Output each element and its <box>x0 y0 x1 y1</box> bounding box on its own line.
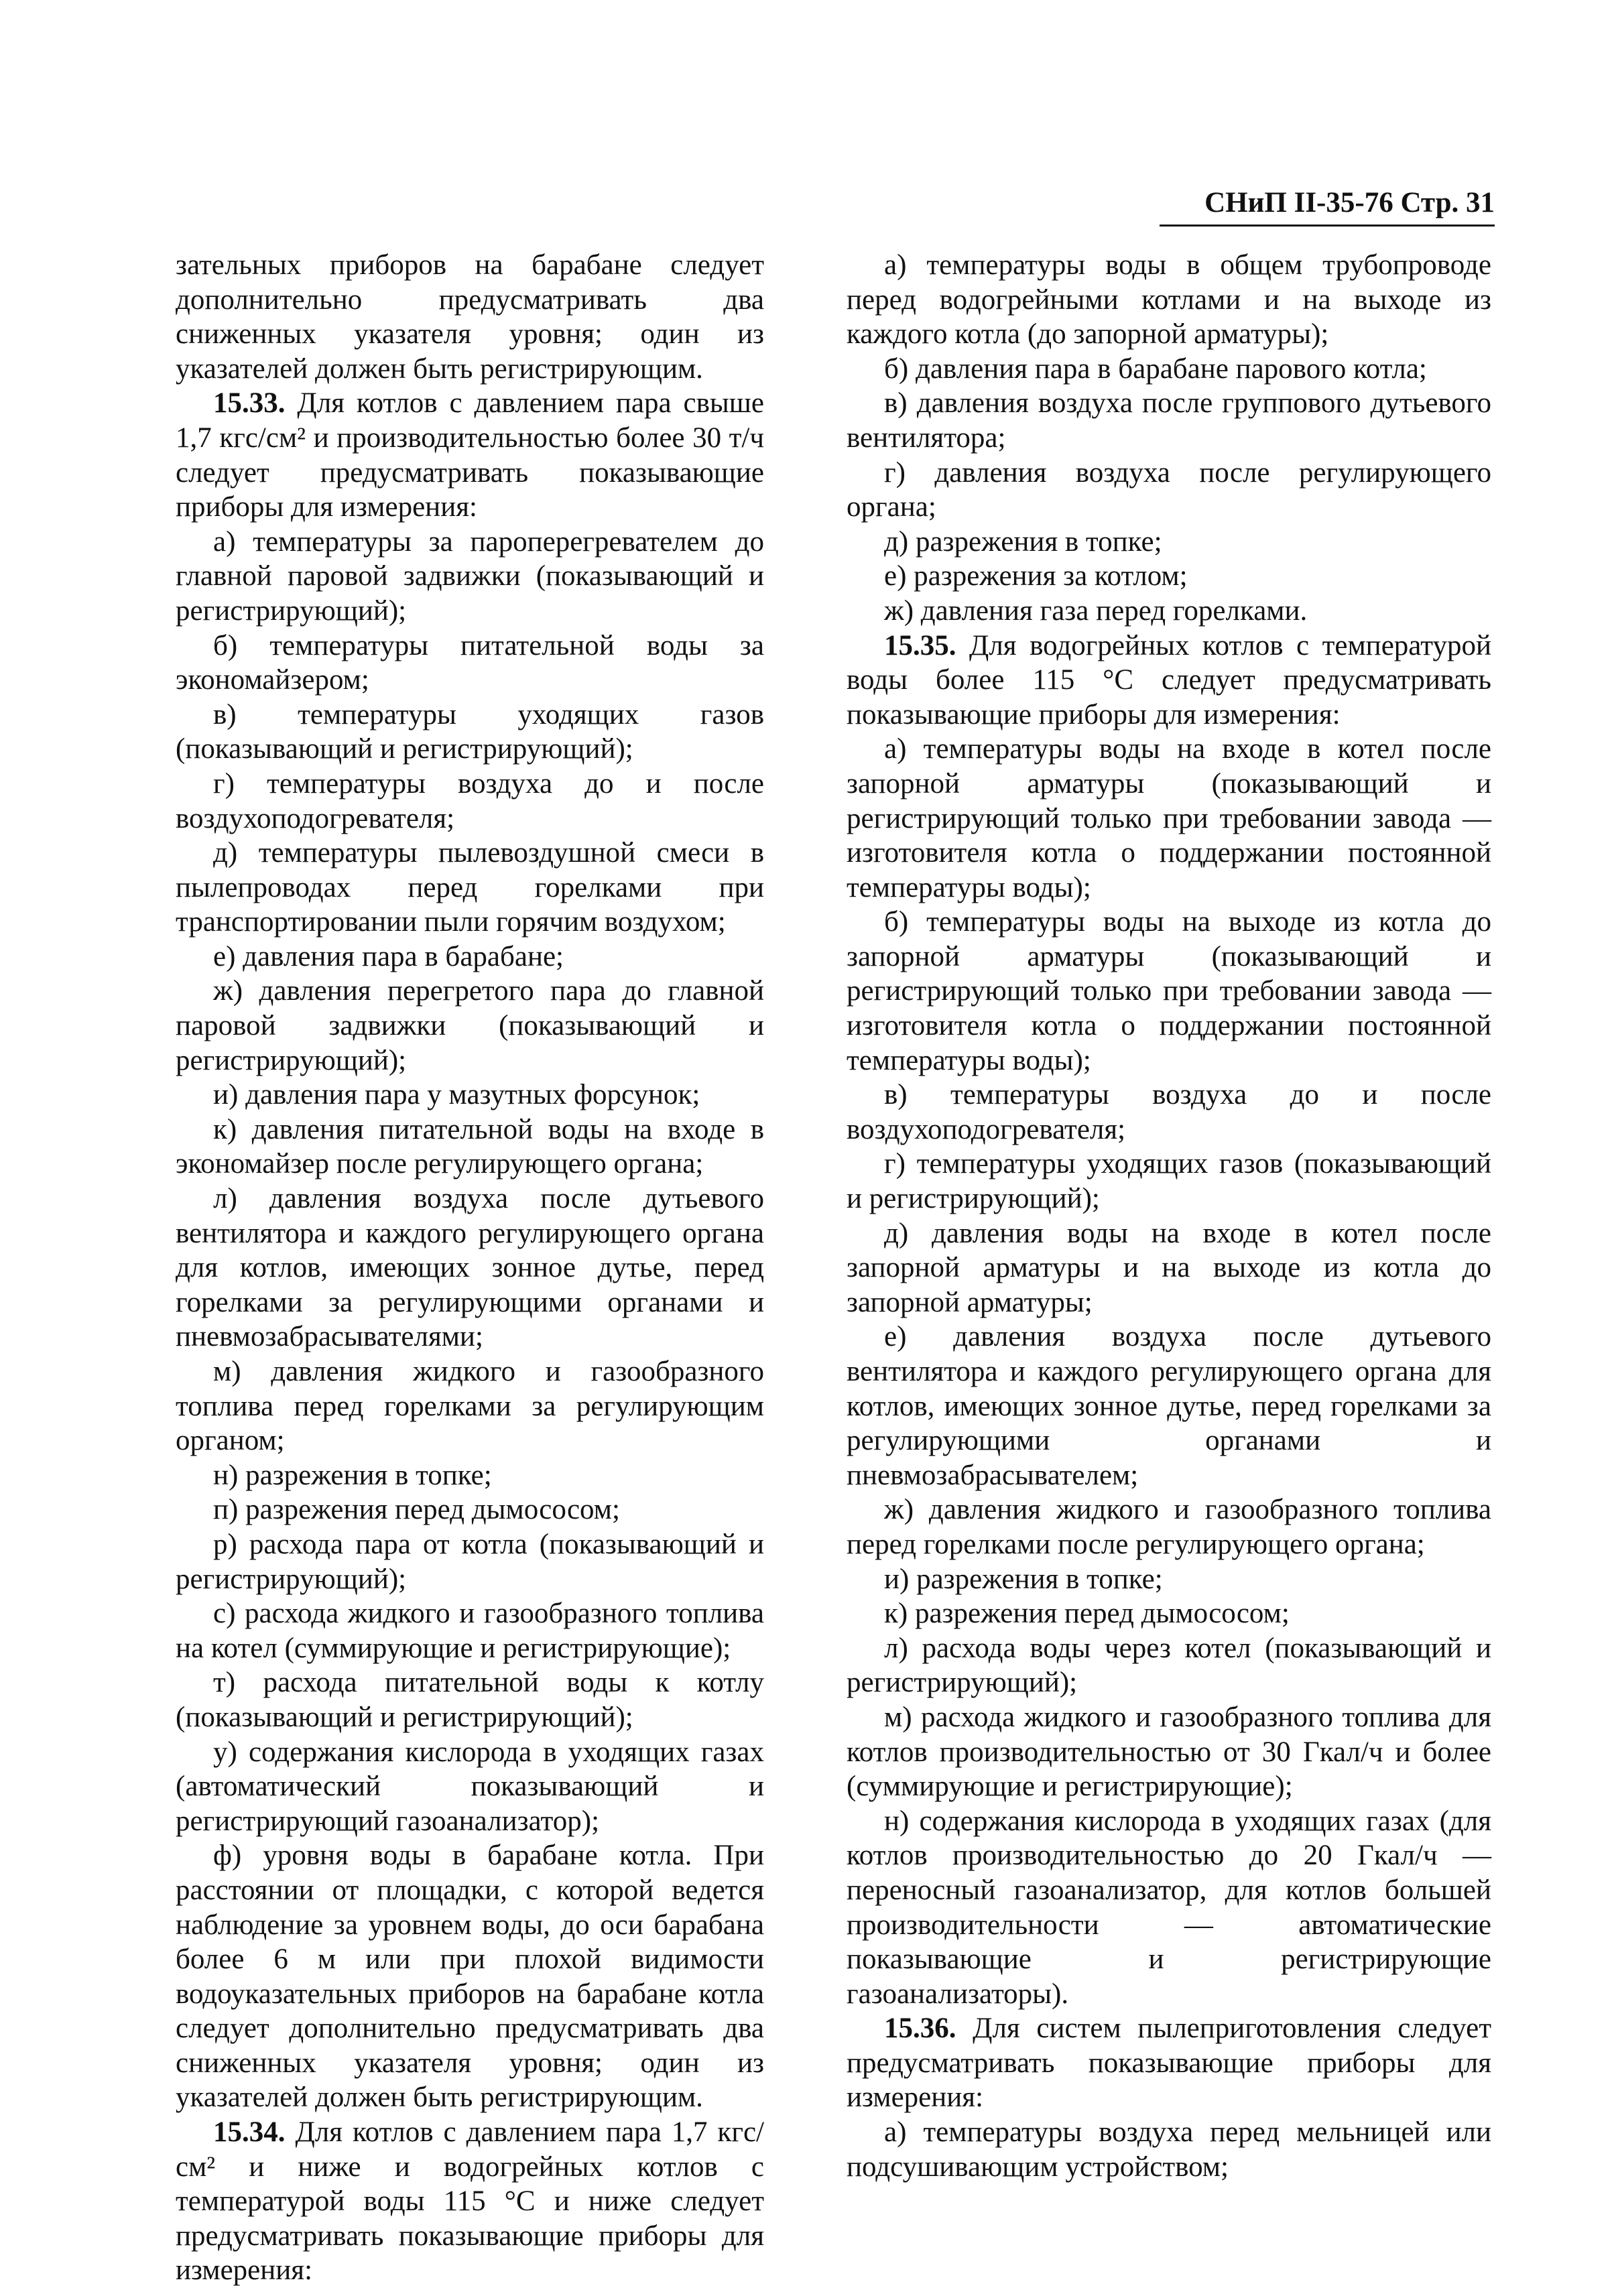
paragraph <box>847 525 1491 560</box>
paragraph <box>847 905 1491 1078</box>
paragraph-text: б) температуры воды на выходе из котла до запорной арматуры (показывающий и регистрирующий только при требовании завода —изготовителя котла о поддержании постоянной температуры воды); <box>847 906 1491 1076</box>
section-paragraph <box>847 629 1491 732</box>
paragraph-text: Для котлов с давлением пара свыше 1,7 кгс/см² и производительностью более 30 т/ч следует предусматривать показывающие приборы для измерения: <box>176 387 764 523</box>
paragraph-text: зательных приборов на барабане следует дополнительно предусматривать два сниженных указателя уровня; один из указателей должен быть регистрирующим. <box>176 249 764 385</box>
right-column <box>847 248 1491 2184</box>
paragraph <box>847 456 1491 525</box>
paragraph-text: ж) давления газа перед горелками. <box>884 594 1308 627</box>
paragraph <box>847 1596 1491 1631</box>
paragraph <box>847 2115 1491 2184</box>
paragraph-text: с) расхода жидкого и газообразного топлива на котел (суммирующие и регистрирующие); <box>176 1598 764 1664</box>
paragraph <box>176 974 764 1078</box>
paragraph <box>176 1665 764 1734</box>
paragraph-text: б) давления пара в барабане парового котла; <box>884 353 1427 385</box>
paragraph <box>847 1700 1491 1804</box>
paragraph-text: р) расхода пара от котла (показывающий и регистрирующий); <box>176 1528 764 1595</box>
paragraph <box>176 1182 764 1354</box>
paragraph <box>176 1596 764 1665</box>
paragraph-text: к) разрежения перед дымососом; <box>884 1598 1290 1630</box>
paragraph <box>176 1838 764 2115</box>
paragraph <box>176 629 764 698</box>
section-number: 15.34. <box>213 2116 286 2149</box>
paragraph-text: г) температуры уходящих газов (показывающий и регистрирующий); <box>847 1148 1491 1215</box>
paragraph-text: н) разрежения в топке; <box>213 1459 492 1491</box>
paragraph-text: е) давления воздуха после дутьевого вентилятора и каждого регулирующего органа для котлов, имеющих зонное дутье, перед горелками за регулирующими органами и пневмозабрасывателем; <box>847 1321 1491 1491</box>
paragraph-text: а) температуры воздуха перед мельницей или подсушивающим устройством; <box>847 2116 1491 2183</box>
paragraph <box>176 1527 764 1596</box>
paragraph-text: а) температуры воды в общем трубопроводе перед водогрейными котлами и на выходе из каждого котла (до запорной арматуры); <box>847 249 1491 350</box>
paragraph-text: Для котлов с давлением пара 1,7 кгс/см² и ниже и водогрейных котлов с температурой воды 115 °С и ниже следует предусматривать показывающие приборы для измерения: <box>176 2116 764 2287</box>
paragraph <box>847 1078 1491 1147</box>
paragraph <box>847 594 1491 629</box>
paragraph <box>176 767 764 836</box>
paragraph-text: п) разрежения перед дымососом; <box>213 1494 620 1526</box>
paragraph <box>176 698 764 767</box>
paragraph-text: г) давления воздуха после регулирующего органа; <box>847 456 1491 523</box>
page-header: СНиП II-35-76 Стр. 31 <box>1160 186 1495 227</box>
paragraph <box>176 940 764 974</box>
paragraph-text: л) давления воздуха после дутьевого вентилятора и каждого регулирующего органа для котлов, имеющих зонное дутье, перед горелками за регулирующими органами и пневмозабрасывателями; <box>176 1183 764 1353</box>
paragraph-text: в) температуры воздуха до и после воздухоподогревателя; <box>847 1079 1491 1145</box>
paragraph-text: в) температуры уходящих газов (показывающий и регистрирующий); <box>176 698 764 765</box>
paragraph <box>847 386 1491 455</box>
paragraph <box>176 1354 764 1458</box>
paragraph-text: т) расхода питательной воды к котлу (показывающий и регистрирующий); <box>176 1667 764 1733</box>
paragraph <box>176 1492 764 1527</box>
section-number: 15.33. <box>213 387 286 420</box>
paragraph <box>847 1492 1491 1561</box>
section-paragraph <box>176 386 764 524</box>
section-number: 15.36. <box>884 2013 956 2045</box>
paragraph-text: м) расхода жидкого и газообразного топлива для котлов производительностью от 30 Гкал/ч и более (суммирующие и регистрирующие); <box>847 1701 1491 1803</box>
paragraph <box>176 1735 764 1839</box>
paragraph-text: б) температуры питательной воды за экономайзером; <box>176 629 764 696</box>
paragraph-text: н) содержания кислорода в уходящих газах (для котлов производительностью до 20 Гкал/ч — переносный газоанализатор, для котлов большей производительности — автоматические показывающие и регистрирующие газоанализаторы). <box>847 1805 1491 2010</box>
paragraph-text: л) расхода воды через котел (показывающий и регистрирующий); <box>847 1632 1491 1699</box>
paragraph <box>176 1458 764 1493</box>
paragraph <box>847 732 1491 905</box>
paragraph-text: и) давления пара у мазутных форсунок; <box>213 1079 700 1111</box>
paragraph-text: д) температуры пылевоздушной смеси в пылепроводах перед горелками при транспортировании пыли горячим воздухом; <box>176 837 764 938</box>
section-paragraph <box>847 2011 1491 2115</box>
paragraph <box>176 1112 764 1182</box>
section-paragraph <box>176 2115 764 2288</box>
left-column <box>176 248 764 2288</box>
paragraph <box>847 352 1491 387</box>
paragraph <box>847 1562 1491 1597</box>
paragraph-text: Для систем пылеприготовления следует предусматривать показывающие приборы для измерения: <box>847 2013 1491 2114</box>
paragraph-text: д) разрежения в топке; <box>884 525 1162 558</box>
paragraph <box>847 248 1491 352</box>
paragraph-text: ж) давления перегретого пара до главной паровой задвижки (показывающий и регистрирующий); <box>176 975 764 1076</box>
paragraph-text: а) температуры за пароперегревателем до главной паровой задвижки (показывающий и регистрирующий); <box>176 525 764 627</box>
paragraph-text: м) давления жидкого и газообразного топлива перед горелками за регулирующим органом; <box>176 1356 764 1457</box>
section-number: 15.35. <box>884 629 956 661</box>
paragraph-text: Для водогрейных котлов с температурой воды более 115 °С следует предусматривать показывающие приборы для измерения: <box>847 629 1491 730</box>
paragraph <box>176 248 764 386</box>
paragraph-text: д) давления воды на входе в котел после запорной арматуры и на выходе из котла до запорной арматуры; <box>847 1217 1491 1318</box>
paragraph-text: ж) давления жидкого и газообразного топлива перед горелками после регулирующего органа; <box>847 1494 1491 1560</box>
paragraph-text: в) давления воздуха после группового дутьевого вентилятора; <box>847 387 1491 454</box>
paragraph <box>847 1631 1491 1700</box>
paragraph <box>176 525 764 629</box>
paragraph <box>847 1320 1491 1492</box>
paragraph-text: и) разрежения в топке; <box>884 1563 1163 1595</box>
paragraph <box>847 559 1491 594</box>
paragraph-text: г) температуры воздуха до и после воздухоподогревателя; <box>176 767 764 834</box>
paragraph-text: е) давления пара в барабане; <box>213 940 564 972</box>
paragraph-text: ф) уровня воды в барабане котла. При расстоянии от площадки, с которой ведется наблюдение за уровнем воды, до оси барабана более 6 м или при плохой видимости водоуказательных приборов на барабане котла следует дополнительно предусматривать два сниженных указателя уровня; один из указателей должен быть регистрирующим. <box>176 1840 764 2114</box>
paragraph <box>176 1078 764 1112</box>
paragraph-text: а) температуры воды на входе в котел после запорной арматуры (показывающий и регистрирующий только при требовании завода —изготовителя котла о поддержании постоянной температуры воды); <box>847 733 1491 903</box>
paragraph <box>847 1216 1491 1320</box>
paragraph <box>847 1804 1491 2012</box>
paragraph-text: е) разрежения за котлом; <box>884 560 1188 592</box>
paragraph-text: у) содержания кислорода в уходящих газах (автоматический показывающий и регистрирующий газоанализатор); <box>176 1736 764 1837</box>
paragraph <box>847 1147 1491 1216</box>
paragraph-text: к) давления питательной воды на входе в экономайзер после регулирующего органа; <box>176 1113 764 1180</box>
paragraph <box>176 836 764 940</box>
